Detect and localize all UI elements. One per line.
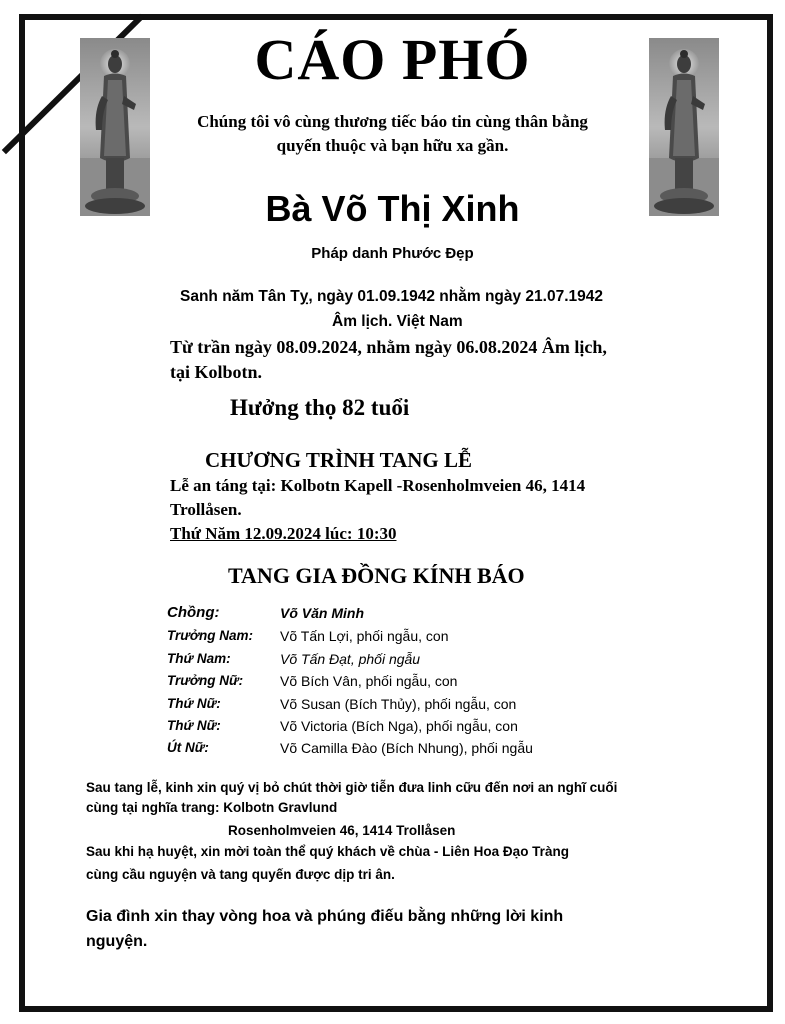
- family-role: Thứ Nam:: [167, 651, 231, 666]
- birth-line-2: Âm lịch. Việt Nam: [332, 313, 463, 330]
- age-text: Hưởng thọ 82 tuổi: [230, 395, 410, 420]
- ceremony-datetime: Thứ Năm 12.09.2024 lúc: 10:30: [170, 524, 397, 543]
- page-title: CÁO PHÓ: [254, 27, 531, 92]
- birth-line-1: Sanh năm Tân Tỵ, ngày 01.09.1942 nhằm ngày 21.07.1942: [180, 288, 604, 305]
- note-line-2: cùng tại nghĩa trang: Kolbotn Gravlund: [86, 800, 338, 815]
- closing-line-2: nguyện.: [86, 933, 148, 950]
- deceased-name: Bà Võ Thị Xinh: [265, 188, 520, 229]
- family-role: Thứ Nữ:: [167, 696, 221, 711]
- intro-line-1: Chúng tôi vô cùng thương tiếc báo tin cùng thân bằng: [197, 112, 588, 131]
- family-name: Võ Susan (Bích Thủy), phối ngẫu, con: [280, 696, 517, 712]
- note-line-3: Rosenholmveien 46, 1414 Trollåsen: [228, 823, 456, 838]
- family-name: Võ Camilla Đào (Bích Nhung), phối ngẫu: [280, 740, 533, 756]
- family-name: Võ Văn Minh: [280, 605, 364, 621]
- family-name: Võ Tấn Đạt, phối ngẫu: [280, 651, 421, 667]
- closing-line-1: Gia đình xin thay vòng hoa và phúng điếu bằng những lời kinh: [86, 908, 564, 925]
- family-role: Trưởng Nam:: [167, 628, 253, 643]
- note-line-4: Sau khi hạ huyệt, xin mời toàn thể quý khách về chùa - Liên Hoa Đạo Tràng: [86, 844, 569, 859]
- ceremony-place-line-2: Trollåsen.: [170, 500, 242, 519]
- intro-line-2: quyến thuộc và bạn hữu xa gần.: [276, 136, 509, 155]
- death-line-1: Từ trần ngày 08.09.2024, nhằm ngày 06.08.2024 Âm lịch,: [170, 337, 607, 357]
- ceremony-heading: CHƯƠNG TRÌNH TANG LỄ: [205, 448, 473, 472]
- family-role: Chồng:: [167, 604, 220, 621]
- note-line-1: Sau tang lễ, kinh xin quý vị bỏ chút thời giờ tiễn đưa linh cữu đến nơi an nghĩ cuối: [86, 780, 618, 795]
- note-line-5: cùng cầu nguyện và tang quyến được dịp tri ân.: [86, 867, 395, 882]
- family-role: Út Nữ:: [167, 740, 209, 755]
- ceremony-place-line-1: Lễ an táng tại: Kolbotn Kapell -Rosenholmveien 46, 1414: [170, 476, 586, 495]
- family-role: Thứ Nữ:: [167, 718, 221, 733]
- family-name: Võ Victoria (Bích Nga), phối ngẫu, con: [280, 718, 518, 734]
- family-name: Võ Bích Vân, phối ngẫu, con: [280, 673, 458, 689]
- family-role: Trưởng Nữ:: [167, 673, 244, 688]
- dharma-name: Pháp danh Phước Đẹp: [311, 245, 474, 262]
- death-line-2: tại Kolbotn.: [170, 362, 263, 382]
- family-name: Võ Tấn Lợi, phối ngẫu, con: [280, 628, 449, 644]
- family-heading: TANG GIA ĐỒNG KÍNH BÁO: [228, 563, 525, 588]
